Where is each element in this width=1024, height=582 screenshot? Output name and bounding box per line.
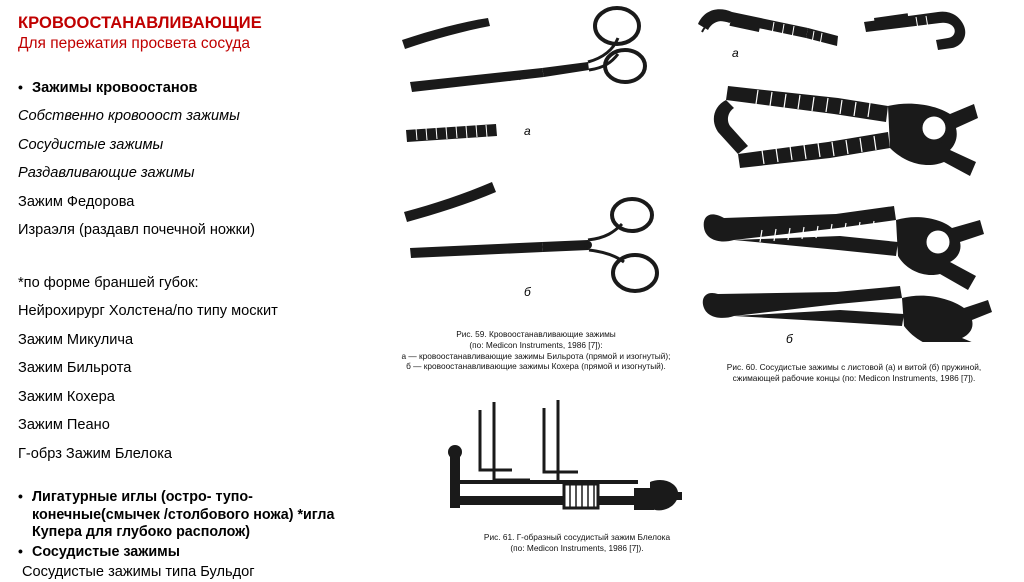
- figures-area: [392, 0, 1024, 576]
- caption-line: сжимающей рабочие концы (по: Medicon Instruments, 1986 [7]).: [732, 372, 976, 383]
- caption-line: б — кровоостанавливающие зажимы Кохера (прямой и изогнутый).: [406, 361, 666, 372]
- page-subtitle: Для пережатия просвета сосуда: [18, 35, 251, 53]
- figure-61-caption: [412, 532, 742, 554]
- text-column: [18, 14, 386, 582]
- figure-59: [392, 4, 682, 374]
- list-item: Зажим Микулича: [18, 331, 134, 348]
- list-item: Зажим Федорова: [18, 193, 135, 210]
- section-heading-ligature-needles: [18, 489, 386, 506]
- section-heading-jaw-shape: *по форме браншей губок:: [18, 274, 199, 291]
- list-item: Г-обрз Зажим Блелока: [18, 445, 173, 462]
- figure-61-illustration: [412, 392, 742, 532]
- list-item: Израэля (раздавл почечной ножки): [18, 222, 256, 239]
- caption-line: Рис. 61. Г-образный сосудистый зажим Блелока: [483, 532, 671, 542]
- caption-line: (по: Medicon Instruments, 1986 [7]).: [510, 542, 644, 553]
- figure-59-label-a: а: [524, 124, 531, 138]
- caption-line: Рис. 60. Сосудистые зажимы с листовой (а) и витой (б) пружиной,: [726, 362, 982, 372]
- caption-line: Рис. 59. Кровоостанавливающие зажимы: [456, 329, 616, 339]
- list-item: Зажим Кохера: [18, 388, 115, 405]
- section-heading-vascular-clamps: • Сосудистые зажимы: [18, 544, 386, 561]
- figure-60-label-b: б: [786, 332, 793, 346]
- caption-line: (по: Medicon Instruments, 1986 [7]):: [469, 339, 603, 350]
- figure-60-caption: [684, 362, 1024, 384]
- figure-59-caption: [356, 329, 716, 372]
- section-heading-clamps: • Зажимы кровоостанов: [18, 80, 386, 98]
- figure-60-label-a: а: [732, 46, 739, 60]
- list-item: Зажим Пеано: [18, 417, 110, 434]
- figure-61: [412, 392, 742, 572]
- figure-59-illustration: [392, 4, 682, 334]
- list-item: Сосудистые зажимы: [18, 136, 164, 153]
- list-item: Зажим Бильрота: [18, 360, 132, 377]
- ligature-line-2: конечные(смычек /столбового ножа) *игла: [32, 506, 335, 523]
- list-item: Нейрохирург Холстена/по типу москит: [18, 303, 278, 320]
- figure-59-label-b: б: [524, 285, 531, 299]
- bulldog-clamps-line: Сосудистые зажимы типа Бульдог: [22, 564, 255, 581]
- ligature-line-3: Купера для глубоко располож): [32, 524, 251, 541]
- ligature-line-1: Лигатурные иглы (остро- тупо-: [32, 489, 253, 506]
- list-item: Собственно кровооост зажимы: [18, 108, 240, 125]
- caption-line: а — кровоостанавливающие зажимы Бильрота (прямой и изогнутый);: [401, 350, 671, 361]
- list-item: Раздавливающие зажимы: [18, 165, 195, 182]
- figure-60: [688, 2, 1024, 392]
- page-title: КРОВООСТАНАВЛИВАЮЩИЕ: [18, 14, 262, 32]
